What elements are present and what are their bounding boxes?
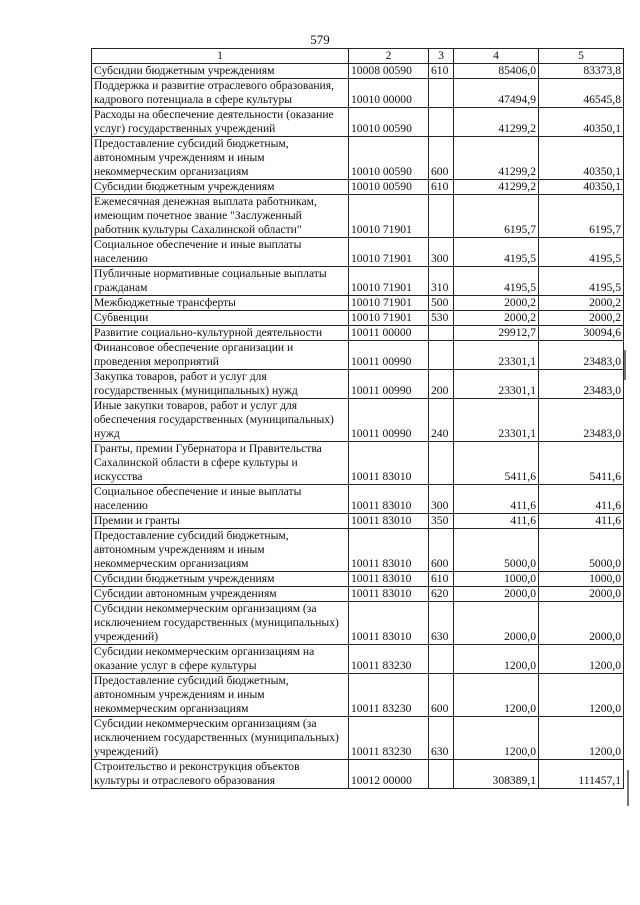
- row-code: 10008 00590: [349, 64, 429, 79]
- row-expense-type: [429, 195, 454, 238]
- row-expense-type: 600: [429, 674, 454, 717]
- table-row: [92, 442, 624, 485]
- row-amount-col5: 2000,0: [539, 602, 624, 645]
- row-amount-col4: 2000,0: [454, 587, 539, 602]
- row-amount-col5: 40350,1: [539, 137, 624, 180]
- row-amount-col5: 5411,6: [539, 442, 624, 485]
- row-amount-col4: 85406,0: [454, 64, 539, 79]
- row-expense-type: 600: [429, 529, 454, 572]
- row-amount-col5: 1200,0: [539, 645, 624, 674]
- row-amount-col4: 5000,0: [454, 529, 539, 572]
- row-amount-col5: 4195,5: [539, 267, 624, 296]
- table-row: [92, 296, 624, 311]
- row-name: Поддержка и развитие отраслевого образования, кадрового потенциала в сфере культуры: [92, 79, 349, 108]
- row-name: Предоставление субсидий бюджетным, автономным учреждениям и иным некоммерческим организациям: [92, 674, 349, 717]
- table-row: [92, 195, 624, 238]
- header-col-2: 2: [349, 49, 429, 64]
- table-row: [92, 717, 624, 760]
- row-code: 10011 00990: [349, 370, 429, 399]
- row-amount-col4: 6195,7: [454, 195, 539, 238]
- row-amount-col4: 1200,0: [454, 674, 539, 717]
- row-amount-col4: 4195,5: [454, 238, 539, 267]
- header-col-4: 4: [454, 49, 539, 64]
- row-amount-col5: 83373,8: [539, 64, 624, 79]
- row-name: Премии и гранты: [92, 514, 349, 529]
- row-amount-col5: 411,6: [539, 514, 624, 529]
- row-name: Развитие социально-культурной деятельности: [92, 326, 349, 341]
- row-expense-type: [429, 79, 454, 108]
- row-amount-col4: 2000,0: [454, 602, 539, 645]
- row-expense-type: 620: [429, 587, 454, 602]
- row-amount-col5: 23483,0: [539, 370, 624, 399]
- row-amount-col5: 111457,1: [539, 760, 624, 789]
- row-name: Субвенции: [92, 311, 349, 326]
- table-row: [92, 529, 624, 572]
- row-name: Иные закупки товаров, работ и услуг для обеспечения государственных (муниципальных) нужд: [92, 399, 349, 442]
- row-code: 10011 83010: [349, 572, 429, 587]
- row-expense-type: 530: [429, 311, 454, 326]
- row-name: Субсидии некоммерческим организациям (за исключением государственных (муниципальных) учреждений): [92, 717, 349, 760]
- table-row: [92, 645, 624, 674]
- row-code: 10011 83010: [349, 587, 429, 602]
- header-col-5: 5: [539, 49, 624, 64]
- table-row: [92, 370, 624, 399]
- row-amount-col4: 1200,0: [454, 645, 539, 674]
- row-expense-type: 630: [429, 717, 454, 760]
- row-code: 10010 00590: [349, 108, 429, 137]
- row-amount-col5: 46545,8: [539, 79, 624, 108]
- row-amount-col4: 41299,2: [454, 108, 539, 137]
- row-amount-col4: 308389,1: [454, 760, 539, 789]
- row-expense-type: [429, 442, 454, 485]
- table-row: [92, 108, 624, 137]
- row-amount-col4: 29912,7: [454, 326, 539, 341]
- row-amount-col4: 4195,5: [454, 267, 539, 296]
- row-code: 10011 00990: [349, 341, 429, 370]
- scan-mark: [627, 770, 629, 806]
- row-amount-col5: 1000,0: [539, 572, 624, 587]
- table-row: [92, 137, 624, 180]
- table-row: [92, 572, 624, 587]
- row-code: 10010 71901: [349, 296, 429, 311]
- row-name: Финансовое обеспечение организации и проведения мероприятий: [92, 341, 349, 370]
- row-name: Межбюджетные трансферты: [92, 296, 349, 311]
- row-name: Субсидии бюджетным учреждениям: [92, 180, 349, 195]
- table-row: [92, 341, 624, 370]
- row-amount-col4: 41299,2: [454, 180, 539, 195]
- row-amount-col4: 411,6: [454, 485, 539, 514]
- row-expense-type: 350: [429, 514, 454, 529]
- row-expense-type: [429, 108, 454, 137]
- row-amount-col5: 30094,6: [539, 326, 624, 341]
- row-amount-col5: 2000,2: [539, 296, 624, 311]
- row-amount-col5: 1200,0: [539, 674, 624, 717]
- row-expense-type: 610: [429, 572, 454, 587]
- row-name: Социальное обеспечение и иные выплаты населению: [92, 485, 349, 514]
- row-amount-col5: 40350,1: [539, 108, 624, 137]
- page-number: 579: [310, 32, 330, 47]
- row-amount-col5: 2000,2: [539, 311, 624, 326]
- row-amount-col4: 5411,6: [454, 442, 539, 485]
- row-expense-type: 300: [429, 485, 454, 514]
- table-row: [92, 311, 624, 326]
- row-name: Субсидии некоммерческим организациям (за исключением государственных (муниципальных) учреждений): [92, 602, 349, 645]
- row-name: Субсидии некоммерческим организациям на оказание услуг в сфере культуры: [92, 645, 349, 674]
- row-name: Расходы на обеспечение деятельности (оказание услуг) государственных учреждений: [92, 108, 349, 137]
- row-expense-type: [429, 341, 454, 370]
- row-amount-col4: 2000,2: [454, 296, 539, 311]
- row-amount-col4: 2000,2: [454, 311, 539, 326]
- row-expense-type: 610: [429, 64, 454, 79]
- row-amount-col5: 5000,0: [539, 529, 624, 572]
- row-expense-type: 310: [429, 267, 454, 296]
- row-code: 10011 83010: [349, 529, 429, 572]
- row-name: Социальное обеспечение и иные выплаты населению: [92, 238, 349, 267]
- table-row: [92, 238, 624, 267]
- header-col-3: 3: [429, 49, 454, 64]
- row-amount-col4: 41299,2: [454, 137, 539, 180]
- table-row: [92, 674, 624, 717]
- row-expense-type: [429, 645, 454, 674]
- row-amount-col5: 23483,0: [539, 399, 624, 442]
- row-amount-col5: 6195,7: [539, 195, 624, 238]
- row-expense-type: [429, 760, 454, 789]
- table-row: [92, 760, 624, 789]
- row-code: 10010 71901: [349, 238, 429, 267]
- row-amount-col4: 1000,0: [454, 572, 539, 587]
- row-code: 10010 71901: [349, 195, 429, 238]
- row-expense-type: 300: [429, 238, 454, 267]
- row-name: Публичные нормативные социальные выплаты гражданам: [92, 267, 349, 296]
- table-row: [92, 514, 624, 529]
- table-row: [92, 587, 624, 602]
- row-expense-type: 610: [429, 180, 454, 195]
- row-name: Ежемесячная денежная выплата работникам, имеющим почетное звание "Заслуженный работник культуры Сахалинской области": [92, 195, 349, 238]
- row-code: 10011 00000: [349, 326, 429, 341]
- row-expense-type: 630: [429, 602, 454, 645]
- row-code: 10010 00590: [349, 137, 429, 180]
- row-name: Закупка товаров, работ и услуг для государственных (муниципальных) нужд: [92, 370, 349, 399]
- row-expense-type: 240: [429, 399, 454, 442]
- row-expense-type: [429, 326, 454, 341]
- row-expense-type: 500: [429, 296, 454, 311]
- row-code: 10011 83010: [349, 442, 429, 485]
- row-amount-col4: 23301,1: [454, 341, 539, 370]
- scan-mark: [624, 350, 626, 380]
- row-amount-col5: 23483,0: [539, 341, 624, 370]
- row-code: 10010 71901: [349, 267, 429, 296]
- row-amount-col4: 1200,0: [454, 717, 539, 760]
- row-name: Гранты, премии Губернатора и Правительства Сахалинской области в сфере культуры и искусства: [92, 442, 349, 485]
- row-name: Субсидии автономным учреждениям: [92, 587, 349, 602]
- header-row: [92, 49, 624, 64]
- row-amount-col5: 40350,1: [539, 180, 624, 195]
- table-row: [92, 79, 624, 108]
- row-code: 10010 71901: [349, 311, 429, 326]
- table-row: [92, 399, 624, 442]
- row-name: Предоставление субсидий бюджетным, автономным учреждениям и иным некоммерческим организациям: [92, 137, 349, 180]
- row-amount-col5: 4195,5: [539, 238, 624, 267]
- row-code: 10011 83230: [349, 645, 429, 674]
- table-row: [92, 64, 624, 79]
- row-code: 10011 00990: [349, 399, 429, 442]
- table-row: [92, 180, 624, 195]
- row-code: 10011 83230: [349, 717, 429, 760]
- row-code: 10012 00000: [349, 760, 429, 789]
- row-name: Субсидии бюджетным учреждениям: [92, 572, 349, 587]
- row-code: 10010 00590: [349, 180, 429, 195]
- row-expense-type: 600: [429, 137, 454, 180]
- row-name: Предоставление субсидий бюджетным, автономным учреждениям и иным некоммерческим организациям: [92, 529, 349, 572]
- row-code: 10011 83010: [349, 485, 429, 514]
- header-col-1: 1: [92, 49, 349, 64]
- row-code: 10011 83230: [349, 674, 429, 717]
- row-amount-col4: 23301,1: [454, 370, 539, 399]
- row-amount-col4: 411,6: [454, 514, 539, 529]
- row-amount-col4: 23301,1: [454, 399, 539, 442]
- table-row: [92, 326, 624, 341]
- row-code: 10011 83010: [349, 514, 429, 529]
- budget-table: [91, 48, 624, 789]
- row-expense-type: 200: [429, 370, 454, 399]
- table-row: [92, 267, 624, 296]
- table-row: [92, 602, 624, 645]
- row-code: 10011 83010: [349, 602, 429, 645]
- row-amount-col5: 411,6: [539, 485, 624, 514]
- row-amount-col5: 2000,0: [539, 587, 624, 602]
- row-amount-col5: 1200,0: [539, 717, 624, 760]
- table-row: [92, 485, 624, 514]
- row-name: Субсидии бюджетным учреждениям: [92, 64, 349, 79]
- row-amount-col4: 47494,9: [454, 79, 539, 108]
- row-name: Строительство и реконструкция объектов культуры и отраслевого образования: [92, 760, 349, 789]
- row-code: 10010 00000: [349, 79, 429, 108]
